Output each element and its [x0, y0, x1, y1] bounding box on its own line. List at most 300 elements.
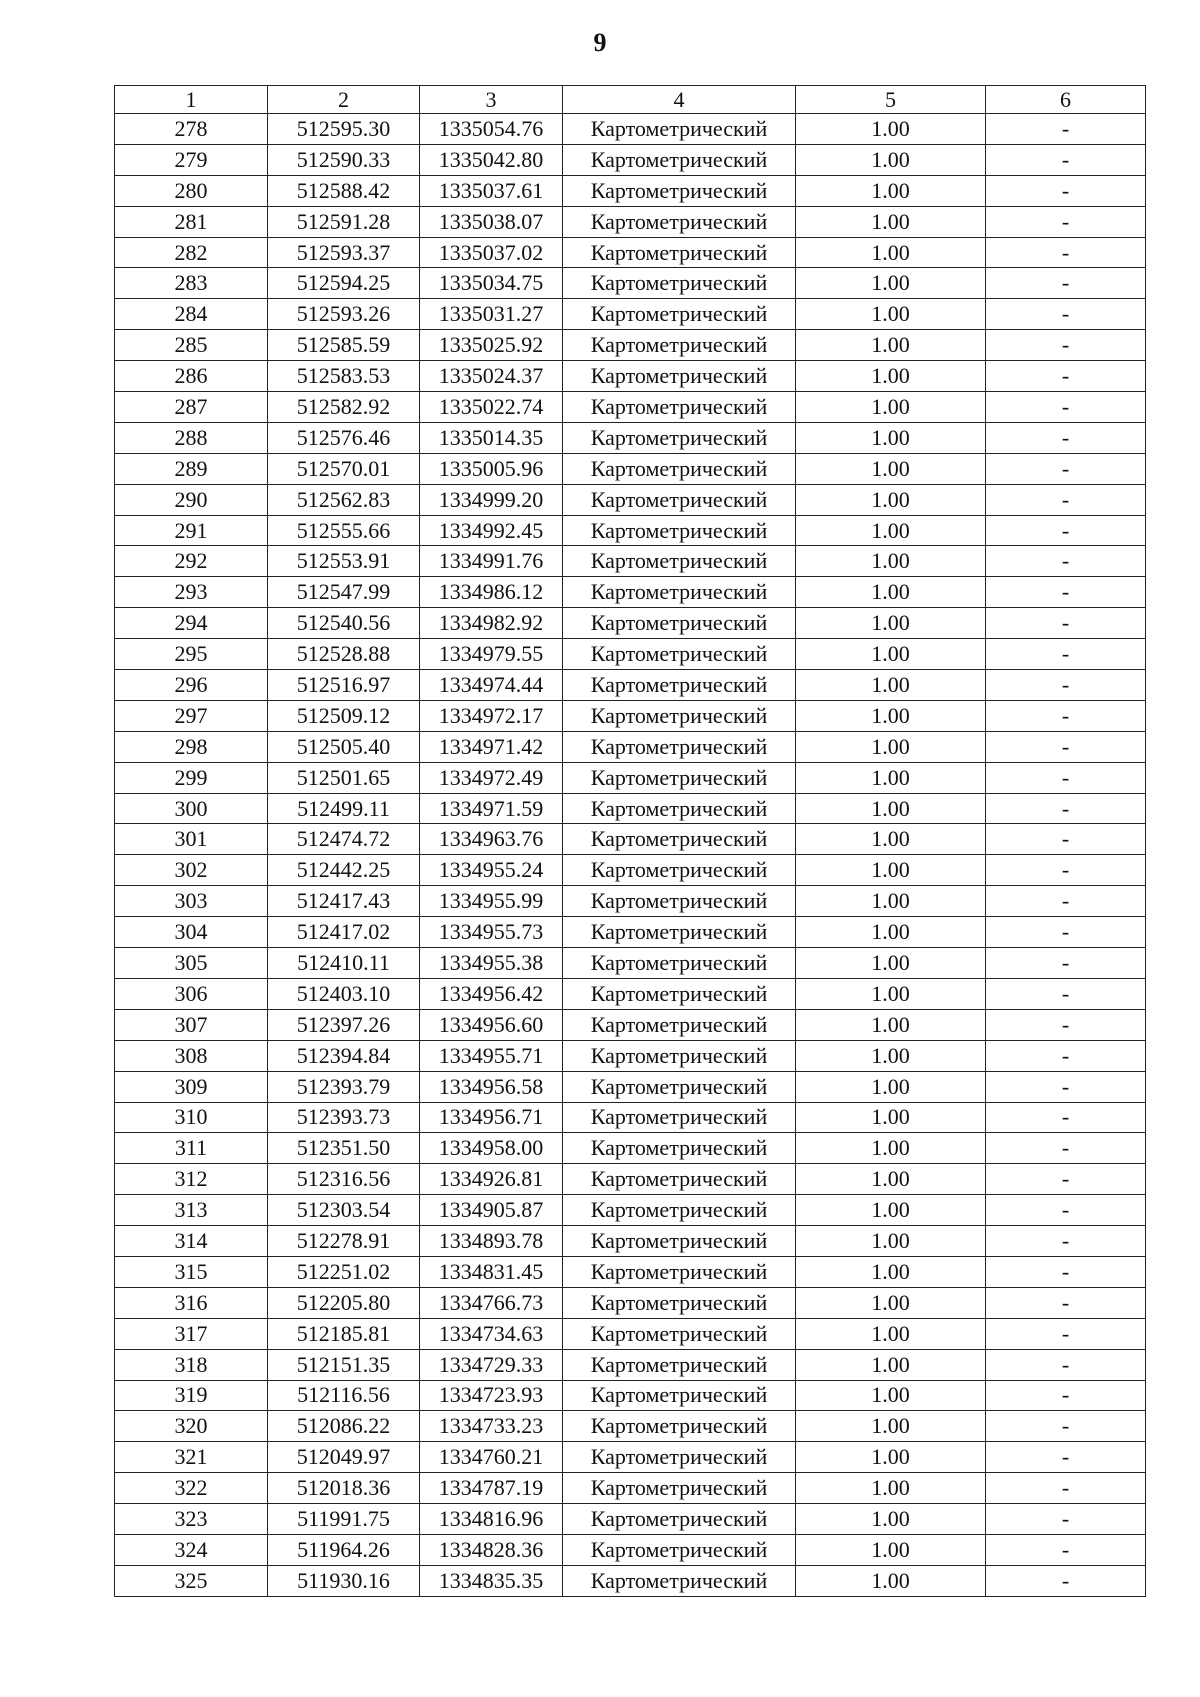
method-cell: Картометрический — [563, 1287, 796, 1318]
table-row — [115, 917, 1146, 948]
accuracy-cell: 1.00 — [796, 1411, 986, 1442]
accuracy-cell: 1.00 — [796, 639, 986, 670]
x-coordinate-cell: 512278.91 — [268, 1226, 420, 1257]
table-row — [115, 330, 1146, 361]
accuracy-cell: 1.00 — [796, 361, 986, 392]
method-cell: Картометрический — [563, 114, 796, 145]
note-cell: - — [986, 1133, 1146, 1164]
method-cell: Картометрический — [563, 1009, 796, 1040]
point-number-cell: 311 — [115, 1133, 268, 1164]
note-cell: - — [986, 546, 1146, 577]
x-coordinate-cell: 511930.16 — [268, 1565, 420, 1596]
point-number-cell: 321 — [115, 1442, 268, 1473]
method-cell: Картометрический — [563, 731, 796, 762]
x-coordinate-cell: 512562.83 — [268, 484, 420, 515]
table-row — [115, 855, 1146, 886]
column-header: 2 — [268, 86, 420, 114]
note-cell: - — [986, 886, 1146, 917]
accuracy-cell: 1.00 — [796, 1442, 986, 1473]
table-row — [115, 1071, 1146, 1102]
method-cell: Картометрический — [563, 1226, 796, 1257]
point-number-cell: 279 — [115, 144, 268, 175]
x-coordinate-cell: 512582.92 — [268, 392, 420, 423]
point-number-cell: 319 — [115, 1380, 268, 1411]
accuracy-cell: 1.00 — [796, 793, 986, 824]
y-coordinate-cell: 1334723.93 — [420, 1380, 563, 1411]
method-cell: Картометрический — [563, 1565, 796, 1596]
accuracy-cell: 1.00 — [796, 392, 986, 423]
point-number-cell: 299 — [115, 762, 268, 793]
x-coordinate-cell: 512509.12 — [268, 700, 420, 731]
y-coordinate-cell: 1334956.60 — [420, 1009, 563, 1040]
note-cell: - — [986, 700, 1146, 731]
x-coordinate-cell: 512393.79 — [268, 1071, 420, 1102]
table-row — [115, 1504, 1146, 1535]
method-cell: Картометрический — [563, 978, 796, 1009]
point-number-cell: 303 — [115, 886, 268, 917]
point-number-cell: 307 — [115, 1009, 268, 1040]
note-cell: - — [986, 453, 1146, 484]
table-row — [115, 515, 1146, 546]
y-coordinate-cell: 1334971.42 — [420, 731, 563, 762]
note-cell: - — [986, 1473, 1146, 1504]
note-cell: - — [986, 1411, 1146, 1442]
accuracy-cell: 1.00 — [796, 299, 986, 330]
method-cell: Картометрический — [563, 1473, 796, 1504]
method-cell: Картометрический — [563, 237, 796, 268]
point-number-cell: 287 — [115, 392, 268, 423]
x-coordinate-cell: 512540.56 — [268, 608, 420, 639]
table-row — [115, 299, 1146, 330]
accuracy-cell: 1.00 — [796, 700, 986, 731]
table-row — [115, 1226, 1146, 1257]
accuracy-cell: 1.00 — [796, 114, 986, 145]
y-coordinate-cell: 1334979.55 — [420, 639, 563, 670]
y-coordinate-cell: 1334734.63 — [420, 1318, 563, 1349]
y-coordinate-cell: 1334733.23 — [420, 1411, 563, 1442]
note-cell: - — [986, 577, 1146, 608]
accuracy-cell: 1.00 — [796, 948, 986, 979]
x-coordinate-cell: 512585.59 — [268, 330, 420, 361]
method-cell: Картометрический — [563, 484, 796, 515]
note-cell: - — [986, 670, 1146, 701]
table-row — [115, 978, 1146, 1009]
y-coordinate-cell: 1334828.36 — [420, 1534, 563, 1565]
accuracy-cell: 1.00 — [796, 1287, 986, 1318]
accuracy-cell: 1.00 — [796, 1380, 986, 1411]
note-cell: - — [986, 1504, 1146, 1535]
point-number-cell: 317 — [115, 1318, 268, 1349]
note-cell: - — [986, 1102, 1146, 1133]
accuracy-cell: 1.00 — [796, 330, 986, 361]
page-number: 9 — [593, 28, 607, 57]
point-number-cell: 286 — [115, 361, 268, 392]
method-cell: Картометрический — [563, 1442, 796, 1473]
point-number-cell: 324 — [115, 1534, 268, 1565]
x-coordinate-cell: 512417.43 — [268, 886, 420, 917]
x-coordinate-cell: 512595.30 — [268, 114, 420, 145]
point-number-cell: 298 — [115, 731, 268, 762]
point-number-cell: 310 — [115, 1102, 268, 1133]
table-row — [115, 484, 1146, 515]
accuracy-cell: 1.00 — [796, 608, 986, 639]
note-cell: - — [986, 206, 1146, 237]
y-coordinate-cell: 1334816.96 — [420, 1504, 563, 1535]
note-cell: - — [986, 1318, 1146, 1349]
note-cell: - — [986, 1040, 1146, 1071]
point-number-cell: 325 — [115, 1565, 268, 1596]
method-cell: Картометрический — [563, 546, 796, 577]
x-coordinate-cell: 512528.88 — [268, 639, 420, 670]
table-row — [115, 1040, 1146, 1071]
note-cell: - — [986, 361, 1146, 392]
point-number-cell: 304 — [115, 917, 268, 948]
accuracy-cell: 1.00 — [796, 268, 986, 299]
note-cell: - — [986, 422, 1146, 453]
point-number-cell: 315 — [115, 1256, 268, 1287]
method-cell: Картометрический — [563, 1411, 796, 1442]
note-cell: - — [986, 1349, 1146, 1380]
point-number-cell: 314 — [115, 1226, 268, 1257]
x-coordinate-cell: 512410.11 — [268, 948, 420, 979]
accuracy-cell: 1.00 — [796, 886, 986, 917]
y-coordinate-cell: 1335042.80 — [420, 144, 563, 175]
x-coordinate-cell: 512583.53 — [268, 361, 420, 392]
table-row — [115, 1164, 1146, 1195]
accuracy-cell: 1.00 — [796, 453, 986, 484]
accuracy-cell: 1.00 — [796, 1473, 986, 1504]
y-coordinate-cell: 1334958.00 — [420, 1133, 563, 1164]
x-coordinate-cell: 512151.35 — [268, 1349, 420, 1380]
point-number-cell: 281 — [115, 206, 268, 237]
column-header: 6 — [986, 86, 1146, 114]
x-coordinate-cell: 512474.72 — [268, 824, 420, 855]
x-coordinate-cell: 512442.25 — [268, 855, 420, 886]
note-cell: - — [986, 793, 1146, 824]
point-number-cell: 285 — [115, 330, 268, 361]
accuracy-cell: 1.00 — [796, 515, 986, 546]
x-coordinate-cell: 512394.84 — [268, 1040, 420, 1071]
accuracy-cell: 1.00 — [796, 577, 986, 608]
note-cell: - — [986, 762, 1146, 793]
method-cell: Картометрический — [563, 206, 796, 237]
point-number-cell: 312 — [115, 1164, 268, 1195]
y-coordinate-cell: 1334766.73 — [420, 1287, 563, 1318]
note-cell: - — [986, 1565, 1146, 1596]
coordinates-table — [114, 85, 1146, 1597]
y-coordinate-cell: 1334787.19 — [420, 1473, 563, 1504]
point-number-cell: 289 — [115, 453, 268, 484]
table-row — [115, 422, 1146, 453]
method-cell: Картометрический — [563, 1195, 796, 1226]
table-row — [115, 237, 1146, 268]
y-coordinate-cell: 1334956.58 — [420, 1071, 563, 1102]
point-number-cell: 306 — [115, 978, 268, 1009]
x-coordinate-cell: 512555.66 — [268, 515, 420, 546]
x-coordinate-cell: 512018.36 — [268, 1473, 420, 1504]
x-coordinate-cell: 512593.37 — [268, 237, 420, 268]
point-number-cell: 320 — [115, 1411, 268, 1442]
accuracy-cell: 1.00 — [796, 1009, 986, 1040]
accuracy-cell: 1.00 — [796, 731, 986, 762]
table-row — [115, 731, 1146, 762]
table-row — [115, 268, 1146, 299]
method-cell: Картометрический — [563, 824, 796, 855]
accuracy-cell: 1.00 — [796, 206, 986, 237]
table-row — [115, 1411, 1146, 1442]
point-number-cell: 300 — [115, 793, 268, 824]
table-row — [115, 700, 1146, 731]
y-coordinate-cell: 1334963.76 — [420, 824, 563, 855]
x-coordinate-cell: 512593.26 — [268, 299, 420, 330]
accuracy-cell: 1.00 — [796, 1195, 986, 1226]
table-row — [115, 175, 1146, 206]
table-row — [115, 1009, 1146, 1040]
accuracy-cell: 1.00 — [796, 1349, 986, 1380]
x-coordinate-cell: 512351.50 — [268, 1133, 420, 1164]
y-coordinate-cell: 1334955.99 — [420, 886, 563, 917]
point-number-cell: 283 — [115, 268, 268, 299]
table-row — [115, 1442, 1146, 1473]
point-number-cell: 293 — [115, 577, 268, 608]
method-cell: Картометрический — [563, 515, 796, 546]
accuracy-cell: 1.00 — [796, 1226, 986, 1257]
accuracy-cell: 1.00 — [796, 824, 986, 855]
note-cell: - — [986, 144, 1146, 175]
method-cell: Картометрический — [563, 1380, 796, 1411]
accuracy-cell: 1.00 — [796, 1504, 986, 1535]
note-cell: - — [986, 917, 1146, 948]
table-row — [115, 453, 1146, 484]
table-row — [115, 1256, 1146, 1287]
table-row — [115, 824, 1146, 855]
y-coordinate-cell: 1334760.21 — [420, 1442, 563, 1473]
y-coordinate-cell: 1334999.20 — [420, 484, 563, 515]
note-cell: - — [986, 515, 1146, 546]
y-coordinate-cell: 1334835.35 — [420, 1565, 563, 1596]
point-number-cell: 278 — [115, 114, 268, 145]
x-coordinate-cell: 511964.26 — [268, 1534, 420, 1565]
accuracy-cell: 1.00 — [796, 144, 986, 175]
point-number-cell: 291 — [115, 515, 268, 546]
table-row — [115, 1565, 1146, 1596]
y-coordinate-cell: 1334971.59 — [420, 793, 563, 824]
x-coordinate-cell: 512499.11 — [268, 793, 420, 824]
y-coordinate-cell: 1335034.75 — [420, 268, 563, 299]
note-cell: - — [986, 639, 1146, 670]
method-cell: Картометрический — [563, 639, 796, 670]
method-cell: Картометрический — [563, 361, 796, 392]
column-header: 4 — [563, 86, 796, 114]
table-row — [115, 1473, 1146, 1504]
method-cell: Картометрический — [563, 1133, 796, 1164]
note-cell: - — [986, 1226, 1146, 1257]
note-cell: - — [986, 1195, 1146, 1226]
x-coordinate-cell: 512397.26 — [268, 1009, 420, 1040]
y-coordinate-cell: 1334956.42 — [420, 978, 563, 1009]
method-cell: Картометрический — [563, 577, 796, 608]
note-cell: - — [986, 268, 1146, 299]
accuracy-cell: 1.00 — [796, 1164, 986, 1195]
accuracy-cell: 1.00 — [796, 1534, 986, 1565]
x-coordinate-cell: 512553.91 — [268, 546, 420, 577]
note-cell: - — [986, 1534, 1146, 1565]
table-row — [115, 793, 1146, 824]
y-coordinate-cell: 1334992.45 — [420, 515, 563, 546]
point-number-cell: 284 — [115, 299, 268, 330]
y-coordinate-cell: 1335022.74 — [420, 392, 563, 423]
accuracy-cell: 1.00 — [796, 762, 986, 793]
point-number-cell: 295 — [115, 639, 268, 670]
method-cell: Картометрический — [563, 855, 796, 886]
table-row — [115, 114, 1146, 145]
y-coordinate-cell: 1334955.38 — [420, 948, 563, 979]
x-coordinate-cell: 512594.25 — [268, 268, 420, 299]
accuracy-cell: 1.00 — [796, 1256, 986, 1287]
table-row — [115, 577, 1146, 608]
table-row — [115, 1318, 1146, 1349]
table-row — [115, 1534, 1146, 1565]
accuracy-cell: 1.00 — [796, 484, 986, 515]
x-coordinate-cell: 512303.54 — [268, 1195, 420, 1226]
x-coordinate-cell: 512505.40 — [268, 731, 420, 762]
y-coordinate-cell: 1334974.44 — [420, 670, 563, 701]
note-cell: - — [986, 824, 1146, 855]
x-coordinate-cell: 512316.56 — [268, 1164, 420, 1195]
method-cell: Картометрический — [563, 762, 796, 793]
note-cell: - — [986, 948, 1146, 979]
x-coordinate-cell: 512591.28 — [268, 206, 420, 237]
accuracy-cell: 1.00 — [796, 1102, 986, 1133]
point-number-cell: 313 — [115, 1195, 268, 1226]
method-cell: Картометрический — [563, 917, 796, 948]
table-row — [115, 361, 1146, 392]
x-coordinate-cell: 511991.75 — [268, 1504, 420, 1535]
method-cell: Картометрический — [563, 1071, 796, 1102]
table-row — [115, 144, 1146, 175]
y-coordinate-cell: 1335038.07 — [420, 206, 563, 237]
accuracy-cell: 1.00 — [796, 546, 986, 577]
method-cell: Картометрический — [563, 1164, 796, 1195]
point-number-cell: 297 — [115, 700, 268, 731]
note-cell: - — [986, 731, 1146, 762]
x-coordinate-cell: 512205.80 — [268, 1287, 420, 1318]
x-coordinate-cell: 512049.97 — [268, 1442, 420, 1473]
table-header-row — [115, 86, 1146, 114]
point-number-cell: 292 — [115, 546, 268, 577]
method-cell: Картометрический — [563, 793, 796, 824]
table-row — [115, 546, 1146, 577]
x-coordinate-cell: 512393.73 — [268, 1102, 420, 1133]
y-coordinate-cell: 1334926.81 — [420, 1164, 563, 1195]
method-cell: Картометрический — [563, 1534, 796, 1565]
y-coordinate-cell: 1334986.12 — [420, 577, 563, 608]
table-row — [115, 1349, 1146, 1380]
method-cell: Картометрический — [563, 144, 796, 175]
table-row — [115, 1380, 1146, 1411]
table-row — [115, 639, 1146, 670]
note-cell: - — [986, 1256, 1146, 1287]
note-cell: - — [986, 1071, 1146, 1102]
x-coordinate-cell: 512547.99 — [268, 577, 420, 608]
method-cell: Картометрический — [563, 1504, 796, 1535]
table-body — [115, 86, 1146, 1597]
y-coordinate-cell: 1335054.76 — [420, 114, 563, 145]
method-cell: Картометрический — [563, 453, 796, 484]
method-cell: Картометрический — [563, 1349, 796, 1380]
column-header: 3 — [420, 86, 563, 114]
method-cell: Картометрический — [563, 422, 796, 453]
y-coordinate-cell: 1334955.71 — [420, 1040, 563, 1071]
method-cell: Картометрический — [563, 175, 796, 206]
accuracy-cell: 1.00 — [796, 917, 986, 948]
x-coordinate-cell: 512086.22 — [268, 1411, 420, 1442]
table-row — [115, 1102, 1146, 1133]
method-cell: Картометрический — [563, 1256, 796, 1287]
y-coordinate-cell: 1334729.33 — [420, 1349, 563, 1380]
point-number-cell: 296 — [115, 670, 268, 701]
table-row — [115, 608, 1146, 639]
method-cell: Картометрический — [563, 1102, 796, 1133]
accuracy-cell: 1.00 — [796, 978, 986, 1009]
point-number-cell: 308 — [115, 1040, 268, 1071]
note-cell: - — [986, 1442, 1146, 1473]
point-number-cell: 301 — [115, 824, 268, 855]
table-row — [115, 206, 1146, 237]
table-row — [115, 886, 1146, 917]
accuracy-cell: 1.00 — [796, 175, 986, 206]
note-cell: - — [986, 114, 1146, 145]
note-cell: - — [986, 1287, 1146, 1318]
table-row — [115, 670, 1146, 701]
y-coordinate-cell: 1335005.96 — [420, 453, 563, 484]
x-coordinate-cell: 512417.02 — [268, 917, 420, 948]
accuracy-cell: 1.00 — [796, 1071, 986, 1102]
accuracy-cell: 1.00 — [796, 1133, 986, 1164]
point-number-cell: 288 — [115, 422, 268, 453]
y-coordinate-cell: 1334972.49 — [420, 762, 563, 793]
method-cell: Картометрический — [563, 948, 796, 979]
point-number-cell: 290 — [115, 484, 268, 515]
y-coordinate-cell: 1334991.76 — [420, 546, 563, 577]
y-coordinate-cell: 1334972.17 — [420, 700, 563, 731]
point-number-cell: 322 — [115, 1473, 268, 1504]
y-coordinate-cell: 1335037.02 — [420, 237, 563, 268]
accuracy-cell: 1.00 — [796, 1040, 986, 1071]
column-header: 5 — [796, 86, 986, 114]
method-cell: Картометрический — [563, 886, 796, 917]
y-coordinate-cell: 1334955.73 — [420, 917, 563, 948]
point-number-cell: 323 — [115, 1504, 268, 1535]
y-coordinate-cell: 1335037.61 — [420, 175, 563, 206]
method-cell: Картометрический — [563, 268, 796, 299]
method-cell: Картометрический — [563, 330, 796, 361]
y-coordinate-cell: 1334955.24 — [420, 855, 563, 886]
x-coordinate-cell: 512516.97 — [268, 670, 420, 701]
note-cell: - — [986, 484, 1146, 515]
note-cell: - — [986, 175, 1146, 206]
y-coordinate-cell: 1335024.37 — [420, 361, 563, 392]
y-coordinate-cell: 1334905.87 — [420, 1195, 563, 1226]
point-number-cell: 318 — [115, 1349, 268, 1380]
note-cell: - — [986, 1380, 1146, 1411]
method-cell: Картометрический — [563, 1040, 796, 1071]
x-coordinate-cell: 512590.33 — [268, 144, 420, 175]
method-cell: Картометрический — [563, 670, 796, 701]
x-coordinate-cell: 512570.01 — [268, 453, 420, 484]
point-number-cell: 309 — [115, 1071, 268, 1102]
y-coordinate-cell: 1335025.92 — [420, 330, 563, 361]
